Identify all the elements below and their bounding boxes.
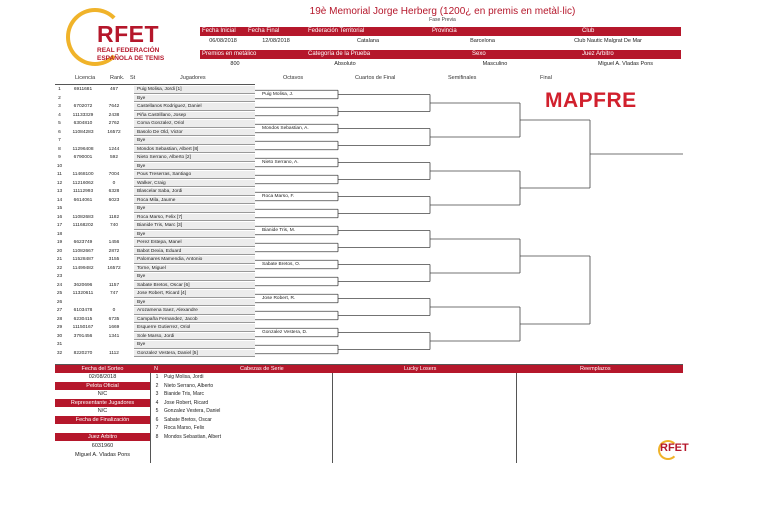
licencia: 11084283 (72, 129, 94, 135)
player-name: Bye (134, 273, 255, 281)
licencia: 11468100 (72, 172, 94, 178)
col-jugadores: Jugadores (180, 75, 206, 81)
player-name: Sabate Bretos, Oscar [6] (134, 282, 255, 290)
rank: 7642 (108, 104, 120, 110)
seed-name: Sabate Bretos, Oscar (164, 416, 212, 423)
rank: 6735 (108, 316, 120, 322)
seed-row (150, 400, 330, 408)
player-name: Perez Estepa, Manel (134, 239, 255, 247)
seed-number: 2 (155, 382, 159, 389)
finalizacion-header: Fecha de Finalización (55, 416, 150, 424)
col-final: Final (540, 75, 552, 81)
info-values-1: 06/08/2018 12/08/2018 Catalana Barcelona Club Nautic Malgrat De Mar (209, 38, 642, 44)
player-name: Bye (134, 341, 255, 349)
rank: 1669 (108, 325, 120, 331)
draw-number: 31 (56, 342, 63, 348)
rank: 740 (109, 223, 118, 229)
seed-number: 5 (155, 408, 159, 414)
player-name: Bye (134, 163, 255, 171)
rank: 3155 (108, 257, 120, 263)
licencia: 6790001 (73, 155, 93, 161)
draw-number: 5 (58, 121, 61, 127)
octavos-winner: Gonzalez Vestera, D. (262, 329, 308, 335)
draw-number: 14 (56, 197, 63, 203)
seed-row (150, 425, 330, 433)
player-name: Palomares Mamendia, Antonio (134, 256, 255, 264)
licencia: 11150167 (72, 325, 94, 331)
octavos-winner: Jose Robert, R. (262, 295, 296, 301)
licencia: 6623749 (73, 240, 93, 246)
draw-number: 30 (56, 333, 63, 339)
player-name: Basolo De Old, Victor (134, 129, 255, 137)
draw-number: 3 (58, 104, 61, 110)
draw-number: 13 (56, 189, 63, 195)
octavos-winner: Roca Marso, F. (262, 193, 295, 199)
licencia: 3791456 (73, 333, 93, 339)
licencia: 11168202 (72, 223, 94, 229)
draw-number: 7 (58, 138, 61, 144)
player-name: Bye (134, 137, 255, 145)
seed-name: Nieto Serrano, Alberto (164, 382, 214, 389)
draw-number: 2 (58, 95, 61, 101)
player-name: Bye (134, 205, 255, 213)
licencia: 11133329 (72, 112, 94, 118)
licencia: 6230415 (73, 316, 93, 322)
draw-number: 16 (56, 214, 63, 220)
player-name: Bye (134, 299, 255, 307)
draw-number: 26 (56, 299, 63, 305)
info-header-2: Premios en metálico Categoría de la Prueba Sexo Juez Arbitro (200, 50, 681, 59)
licencia: 8220270 (73, 350, 93, 356)
player-name: Puig Molisa, Jordi [1] (134, 86, 255, 94)
licencia: 11499482 (72, 265, 94, 271)
octavos-winner: Sabate Bretos, O. (262, 261, 301, 267)
draw-number: 23 (56, 274, 63, 280)
col-rank: Rank. (110, 75, 125, 81)
rank: 6023 (108, 197, 120, 203)
player-name: Campaña Fernandez, Jacob (134, 316, 255, 324)
draw-number: 21 (56, 257, 63, 263)
rank: 6328 (108, 189, 120, 195)
licencia: 11112993 (72, 189, 94, 195)
rank: 0 (112, 308, 116, 314)
player-name: Bye (134, 231, 255, 239)
rank: 16572 (107, 265, 121, 271)
col-octavos: Octavos (283, 75, 304, 81)
player-name: Babot Dexia, Eduard (134, 248, 255, 256)
licencia: 6103478 (73, 308, 93, 314)
juez-licencia: 6031960 (91, 443, 114, 449)
licencia: 11296408 (72, 146, 94, 152)
player-name: Jose Robert, Ricard [4] (134, 290, 255, 298)
draw-number: 4 (58, 112, 61, 118)
licencia: 11528487 (72, 257, 94, 263)
seed-number: 1 (155, 374, 159, 380)
licencia: 6702072 (73, 104, 93, 110)
player-name: Bye (134, 95, 255, 103)
draw-number: 11 (57, 172, 62, 178)
octavos-winner: Nieto Serrano, A. (262, 159, 299, 165)
seed-name: Gonzalez Vestera, Daniel (164, 408, 221, 414)
rank: 592 (109, 155, 118, 161)
draw-number: 10 (56, 163, 63, 169)
col-licencia: Licencia (75, 75, 96, 81)
licencia: 11216062 (72, 180, 94, 186)
player-name: Esquerre Gutierrez, Oriol (134, 324, 255, 332)
rank: 2872 (108, 248, 120, 254)
rank: 467 (109, 87, 118, 93)
seed-number: 4 (155, 399, 159, 406)
rank: 1244 (108, 146, 120, 152)
draw-number: 1 (58, 87, 61, 93)
fecha-sorteo-header: Fecha del Sorteo (55, 365, 150, 373)
draw-number: 12 (56, 180, 63, 186)
seed-row (150, 417, 330, 425)
seed-name: Bianide Tris, Marc (164, 391, 205, 397)
licencia: 6304810 (73, 121, 93, 127)
player-name: Bianide Tris, Marc [3] (134, 222, 255, 230)
player-name: Roca Mila, Jaume (134, 197, 255, 205)
rank: 1341 (108, 333, 120, 339)
seed-row (150, 408, 330, 416)
octavos-winner: Bianide Tris, M. (262, 227, 296, 233)
draw-number: 8 (58, 146, 61, 152)
draw-number: 17 (56, 223, 63, 229)
rfet-logo: RFET (97, 21, 160, 47)
draw-number: 18 (56, 231, 63, 237)
seed-row (150, 434, 330, 442)
info-values-2: 800 Absoluto Masculino Miguel A. Vladas Pons (230, 61, 654, 67)
rank: 7004 (108, 172, 120, 178)
player-name: Arozamena Saez, Alexandre (134, 307, 255, 315)
seed-number: 8 (155, 433, 159, 440)
col-st: St (130, 75, 136, 81)
player-name: Mondos Sebastian, Albert [8] (134, 146, 255, 154)
player-name: Sole Marso, Jordi (134, 333, 255, 341)
bottom-divider-2 (332, 373, 333, 463)
seed-name: Jose Robert, Ricard (164, 399, 209, 406)
seed-number: 3 (155, 391, 159, 397)
rank: 16572 (107, 129, 121, 135)
page-title: 19è Memorial Jorge Herberg (1200¿ en premis en metàl·lic) (309, 6, 576, 17)
draw-number: 29 (56, 325, 63, 331)
player-name: Nieto Serrano, Alberto [2] (134, 154, 255, 162)
finalizacion-value (55, 424, 150, 432)
info-header-1: Fecha Inicial Fecha Final Federación Territorial Provincia Club (200, 27, 681, 36)
seed-row (150, 383, 330, 391)
draw-number: 32 (56, 350, 63, 356)
licencia: 11320611 (72, 291, 94, 297)
rank: 1112 (109, 350, 119, 356)
seed-name: Puig Molisa, Jordi (164, 374, 204, 380)
seed-number: 7 (155, 425, 159, 431)
draw-number: 19 (56, 240, 63, 246)
player-name: Castellanos Rodriguez, Daniel (134, 103, 255, 111)
player-name: Coma Gonzalez, Oriol (134, 120, 255, 128)
octavos-winner: Puig Molisa, J. (262, 91, 294, 97)
representante-header: Representante Jugadores (55, 399, 150, 407)
rank: 2762 (108, 121, 120, 127)
rank: 1456 (108, 240, 120, 246)
col-cuartos: Cuartos de Final (355, 75, 396, 81)
fecha-sorteo-value: 02/08/2018 (88, 374, 117, 380)
seed-number: 6 (155, 416, 159, 423)
draw-number: 9 (58, 155, 61, 161)
draw-number: 15 (56, 206, 63, 212)
licencia: 3620696 (73, 282, 93, 288)
draw-number: 22 (56, 265, 63, 271)
seeds-header-bar: N Cabezas de Serie Lucky Losers Reemplazos (150, 365, 683, 373)
mapfre-logo: MAPFRE (545, 89, 637, 112)
player-name: Torne, Miguel (134, 265, 255, 273)
col-semis: Semifinales (448, 75, 477, 81)
draw-number: 27 (56, 308, 63, 314)
pelota-header: Pelota Oficial (55, 382, 150, 390)
player-name: Gonzalez Vestera, Daniel [5] (134, 350, 255, 358)
player-name: Pous Treserras, Santiago (134, 171, 255, 179)
licencia: 6614061 (73, 197, 93, 203)
seed-row (150, 391, 330, 399)
rfet-logo-subtitle: REAL FEDERACIÓN ESPAÑOLA DE TENIS (97, 47, 165, 62)
rank: 2438 (108, 112, 120, 118)
octavos-winner: Mondos Sebastian, A. (262, 125, 309, 131)
seed-name: Mondos Sebastian, Albert (164, 433, 221, 440)
draw-number: 28 (56, 316, 63, 322)
juez-name: Miguel A. Vladas Pons (74, 452, 131, 458)
player-name: Piña Castrillano, Josep (134, 112, 255, 120)
draw-number: 25 (56, 291, 63, 297)
draw-number: 6 (58, 129, 61, 135)
rank: 0 (112, 180, 116, 186)
juez-header: Juez Arbitro (55, 433, 150, 441)
licencia: 11082683 (72, 214, 94, 220)
player-name: Walker, Craig (134, 180, 255, 188)
player-name: Blascelar Saba, Jordi (134, 188, 255, 196)
player-name: Roca Marso, Felix [7] (134, 214, 255, 222)
rank: 1157 (108, 282, 120, 288)
bottom-divider-3 (516, 373, 517, 463)
seed-row (150, 374, 330, 382)
draw-number: 24 (56, 282, 63, 288)
draw-number: 20 (56, 248, 63, 254)
rank: 747 (109, 291, 118, 297)
representante-value: N/C (97, 408, 108, 414)
licencia: 6911681 (73, 87, 93, 93)
page-subtitle: Fase Previa (429, 17, 456, 23)
licencia: 11082667 (72, 248, 94, 254)
seed-name: Roca Marso, Felix (164, 425, 205, 431)
rank: 1182 (108, 214, 120, 220)
pelota-value: N/C (97, 391, 108, 397)
footer-rfet-logo: RFET (660, 442, 689, 454)
